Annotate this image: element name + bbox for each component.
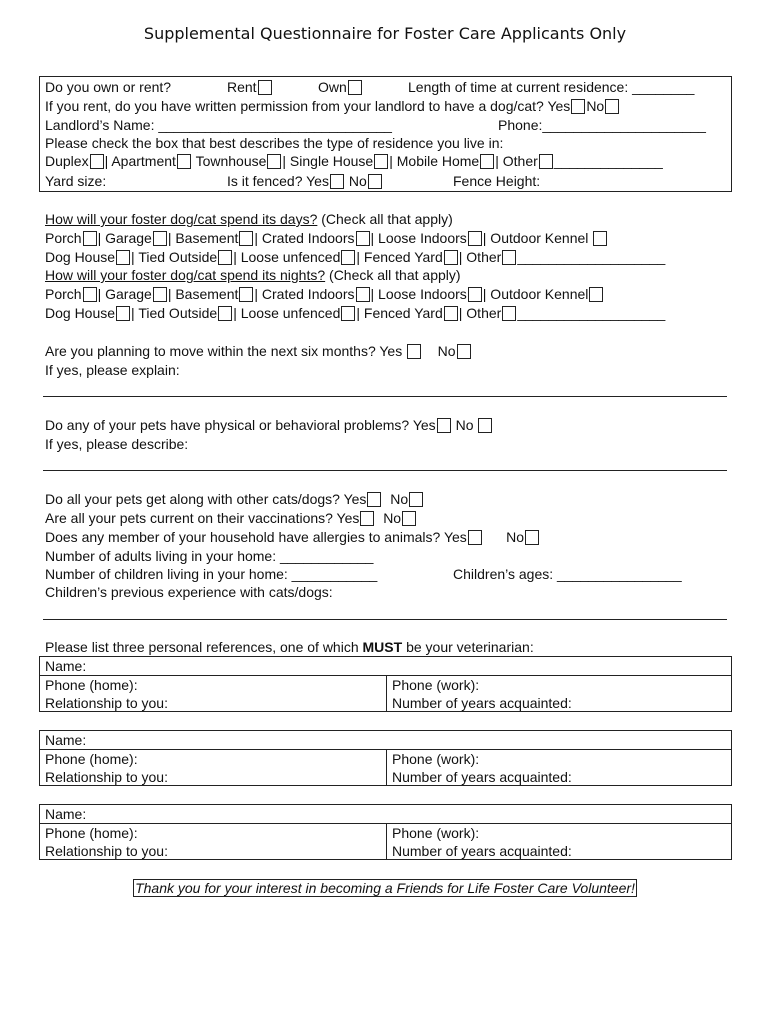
nights-other-checkbox[interactable] xyxy=(502,306,516,321)
reference-3-phone-work[interactable]: Phone (work): xyxy=(392,825,480,841)
nights-garage-checkbox[interactable] xyxy=(153,287,167,302)
rent-checkbox[interactable] xyxy=(258,80,272,95)
days-doghouse-checkbox[interactable] xyxy=(116,250,130,265)
nights-fenced-yard-checkbox[interactable] xyxy=(444,306,458,321)
allergies-yes-checkbox[interactable] xyxy=(468,530,482,545)
days-loose-indoors-checkbox[interactable] xyxy=(468,231,482,246)
days-basement-label: | Basement xyxy=(167,230,239,246)
yard-size-label: Yard size: xyxy=(45,173,107,189)
permission-question: If you rent, do you have written permission from your landlord to have a dog/cat? Yes xyxy=(45,98,571,114)
days-garage-label: | Garage xyxy=(97,230,152,246)
nights-loose-indoors-label: | Loose Indoors xyxy=(370,286,467,302)
reference-1-phone-work[interactable]: Phone (work): xyxy=(392,677,480,693)
references-must: MUST xyxy=(362,639,403,655)
problems-describe-line[interactable] xyxy=(43,470,727,471)
children-ages-field[interactable]: Children’s ages: ________________ xyxy=(453,566,682,582)
permission-no-checkbox[interactable] xyxy=(605,99,619,114)
problems-no-checkbox[interactable] xyxy=(478,418,492,433)
fenced-yes-checkbox[interactable] xyxy=(330,174,344,189)
reference-2-relationship[interactable]: Relationship to you: xyxy=(45,769,168,785)
reference-2-phone-home[interactable]: Phone (home): xyxy=(45,751,138,767)
nights-doghouse-checkbox[interactable] xyxy=(116,306,130,321)
reference-1-phone-home[interactable]: Phone (home): xyxy=(45,677,138,693)
reference-3-column-divider xyxy=(386,823,387,860)
children-experience-line[interactable] xyxy=(43,619,727,620)
residence-length-field[interactable]: Length of time at current residence: ________ xyxy=(408,79,695,95)
other-residence-field[interactable]: ______________ xyxy=(553,153,663,169)
reference-1-column-divider xyxy=(386,675,387,712)
reference-2-years[interactable]: Number of years acquainted: xyxy=(392,769,572,785)
days-basement-checkbox[interactable] xyxy=(239,231,253,246)
allergies-no-checkbox[interactable] xyxy=(525,530,539,545)
reference-2-name[interactable]: Name: xyxy=(45,732,87,748)
nights-other-label: | Other xyxy=(458,305,502,321)
days-kennel-checkbox[interactable] xyxy=(593,231,607,246)
fenced-question: Is it fenced? Yes xyxy=(227,173,329,189)
days-porch-label: Porch xyxy=(45,230,82,246)
children-field[interactable]: Number of children living in your home: ___________ xyxy=(45,566,378,582)
single-house-label: | Single House xyxy=(282,153,374,169)
days-fenced-yard-label: | Fenced Yard xyxy=(356,249,443,265)
reference-1-relationship[interactable]: Relationship to you: xyxy=(45,695,168,711)
nights-other-field[interactable]: ___________________ xyxy=(517,305,666,321)
moving-no-label: No xyxy=(437,343,456,359)
days-unfenced-label: | Loose unfenced xyxy=(233,249,341,265)
own-checkbox[interactable] xyxy=(348,80,362,95)
moving-no-checkbox[interactable] xyxy=(457,344,471,359)
moving-explain-label: If yes, please explain: xyxy=(45,362,180,378)
rent-label: Rent xyxy=(227,79,257,95)
days-kennel-label: | Outdoor Kennel xyxy=(482,230,589,246)
days-tied-label: | Tied Outside xyxy=(131,249,218,265)
reference-2-phone-work[interactable]: Phone (work): xyxy=(392,751,480,767)
get-along-no-checkbox[interactable] xyxy=(409,492,423,507)
nights-note: (Check all that apply) xyxy=(329,267,461,283)
get-along-yes-checkbox[interactable] xyxy=(367,492,381,507)
days-other-field[interactable]: ___________________ xyxy=(517,249,666,265)
get-along-question: Do all your pets get along with other cats/dogs? Yes xyxy=(45,491,367,507)
reference-3-phone-home[interactable]: Phone (home): xyxy=(45,825,138,841)
problems-no-label: No xyxy=(455,417,474,433)
reference-2-column-divider xyxy=(386,749,387,786)
single-house-checkbox[interactable] xyxy=(374,154,388,169)
nights-loose-indoors-checkbox[interactable] xyxy=(468,287,482,302)
nights-basement-label: | Basement xyxy=(167,286,239,302)
own-label: Own xyxy=(318,79,347,95)
nights-crated-label: | Crated Indoors xyxy=(254,286,355,302)
thank-you-note: Thank you for your interest in becoming a Friends for Life Foster Care Volunteer! xyxy=(135,880,635,896)
permission-yes-checkbox[interactable] xyxy=(571,99,585,114)
reference-3-years[interactable]: Number of years acquainted: xyxy=(392,843,572,859)
nights-unfenced-checkbox[interactable] xyxy=(341,306,355,321)
apartment-label: | Apartment xyxy=(104,153,176,169)
nights-tied-checkbox[interactable] xyxy=(218,306,232,321)
problems-question: Do any of your pets have physical or behavioral problems? Yes xyxy=(45,417,436,433)
mobile-home-label: | Mobile Home xyxy=(389,153,480,169)
references-intro-end: be your veterinarian: xyxy=(406,639,534,655)
moving-question: Are you planning to move within the next six months? Yes xyxy=(45,343,403,359)
children-experience-label: Children’s previous experience with cats/dogs: xyxy=(45,584,333,600)
references-intro: Please list three personal references, one of which xyxy=(45,639,359,655)
moving-explain-line[interactable] xyxy=(43,396,727,397)
landlord-name-field[interactable]: Landlord’s Name: ______________________________ xyxy=(45,117,392,133)
nights-question: How will your foster dog/cat spend its nights? xyxy=(45,267,326,283)
other-residence-checkbox[interactable] xyxy=(539,154,553,169)
page-title: Supplemental Questionnaire for Foster Care Applicants Only xyxy=(143,24,627,43)
nights-porch-label: Porch xyxy=(45,286,82,302)
vaccinations-no-checkbox[interactable] xyxy=(402,511,416,526)
nights-doghouse-label: Dog House xyxy=(45,305,116,321)
townhouse-label: Townhouse xyxy=(195,153,267,169)
permission-no-label: No xyxy=(586,98,605,114)
days-tied-checkbox[interactable] xyxy=(218,250,232,265)
days-loose-indoors-label: | Loose Indoors xyxy=(370,230,467,246)
moving-yes-checkbox[interactable] xyxy=(407,344,421,359)
apartment-checkbox[interactable] xyxy=(177,154,191,169)
reference-3-name[interactable]: Name: xyxy=(45,806,87,822)
problems-yes-checkbox[interactable] xyxy=(437,418,451,433)
reference-1-years[interactable]: Number of years acquainted: xyxy=(392,695,572,711)
days-other-checkbox[interactable] xyxy=(502,250,516,265)
landlord-phone-field[interactable]: Phone:_____________________ xyxy=(498,117,706,133)
mobile-home-checkbox[interactable] xyxy=(480,154,494,169)
fence-height-label: Fence Height: xyxy=(453,173,541,189)
days-other-label: | Other xyxy=(458,249,502,265)
fenced-no-label: No xyxy=(348,173,367,189)
nights-kennel-label: | Outdoor Kennel xyxy=(482,286,589,302)
days-crated-checkbox[interactable] xyxy=(356,231,370,246)
nights-crated-checkbox[interactable] xyxy=(356,287,370,302)
duplex-label: Duplex xyxy=(45,153,89,169)
days-porch-checkbox[interactable] xyxy=(83,231,97,246)
nights-kennel-checkbox[interactable] xyxy=(589,287,603,302)
allergies-no-label: No xyxy=(506,529,525,545)
nights-garage-label: | Garage xyxy=(97,286,152,302)
townhouse-checkbox[interactable] xyxy=(267,154,281,169)
allergies-question: Does any member of your household have allergies to animals? Yes xyxy=(45,529,467,545)
nights-fenced-yard-label: | Fenced Yard xyxy=(356,305,443,321)
other-label: | Other xyxy=(495,153,538,169)
days-question: How will your foster dog/cat spend its days? xyxy=(45,211,318,227)
get-along-no-label: No xyxy=(390,491,409,507)
reference-3-relationship[interactable]: Relationship to you: xyxy=(45,843,168,859)
days-note: (Check all that apply) xyxy=(321,211,453,227)
adults-field[interactable]: Number of adults living in your home: ____________ xyxy=(45,548,374,564)
own-rent-question: Do you own or rent? xyxy=(45,79,172,95)
nights-basement-checkbox[interactable] xyxy=(239,287,253,302)
vaccinations-yes-checkbox[interactable] xyxy=(360,511,374,526)
residence-type-instruction: Please check the box that best describes the type of residence you live in: xyxy=(45,135,504,151)
days-garage-checkbox[interactable] xyxy=(153,231,167,246)
nights-tied-label: | Tied Outside xyxy=(131,305,218,321)
days-unfenced-checkbox[interactable] xyxy=(341,250,355,265)
days-doghouse-label: Dog House xyxy=(45,249,116,265)
duplex-checkbox[interactable] xyxy=(90,154,104,169)
reference-1-name[interactable]: Name: xyxy=(45,658,87,674)
days-fenced-yard-checkbox[interactable] xyxy=(444,250,458,265)
problems-describe-label: If yes, please describe: xyxy=(45,436,189,452)
nights-unfenced-label: | Loose unfenced xyxy=(233,305,341,321)
days-crated-label: | Crated Indoors xyxy=(254,230,355,246)
vaccinations-question: Are all your pets current on their vaccinations? Yes xyxy=(45,510,360,526)
vaccinations-no-label: No xyxy=(383,510,402,526)
nights-porch-checkbox[interactable] xyxy=(83,287,97,302)
fenced-no-checkbox[interactable] xyxy=(368,174,382,189)
